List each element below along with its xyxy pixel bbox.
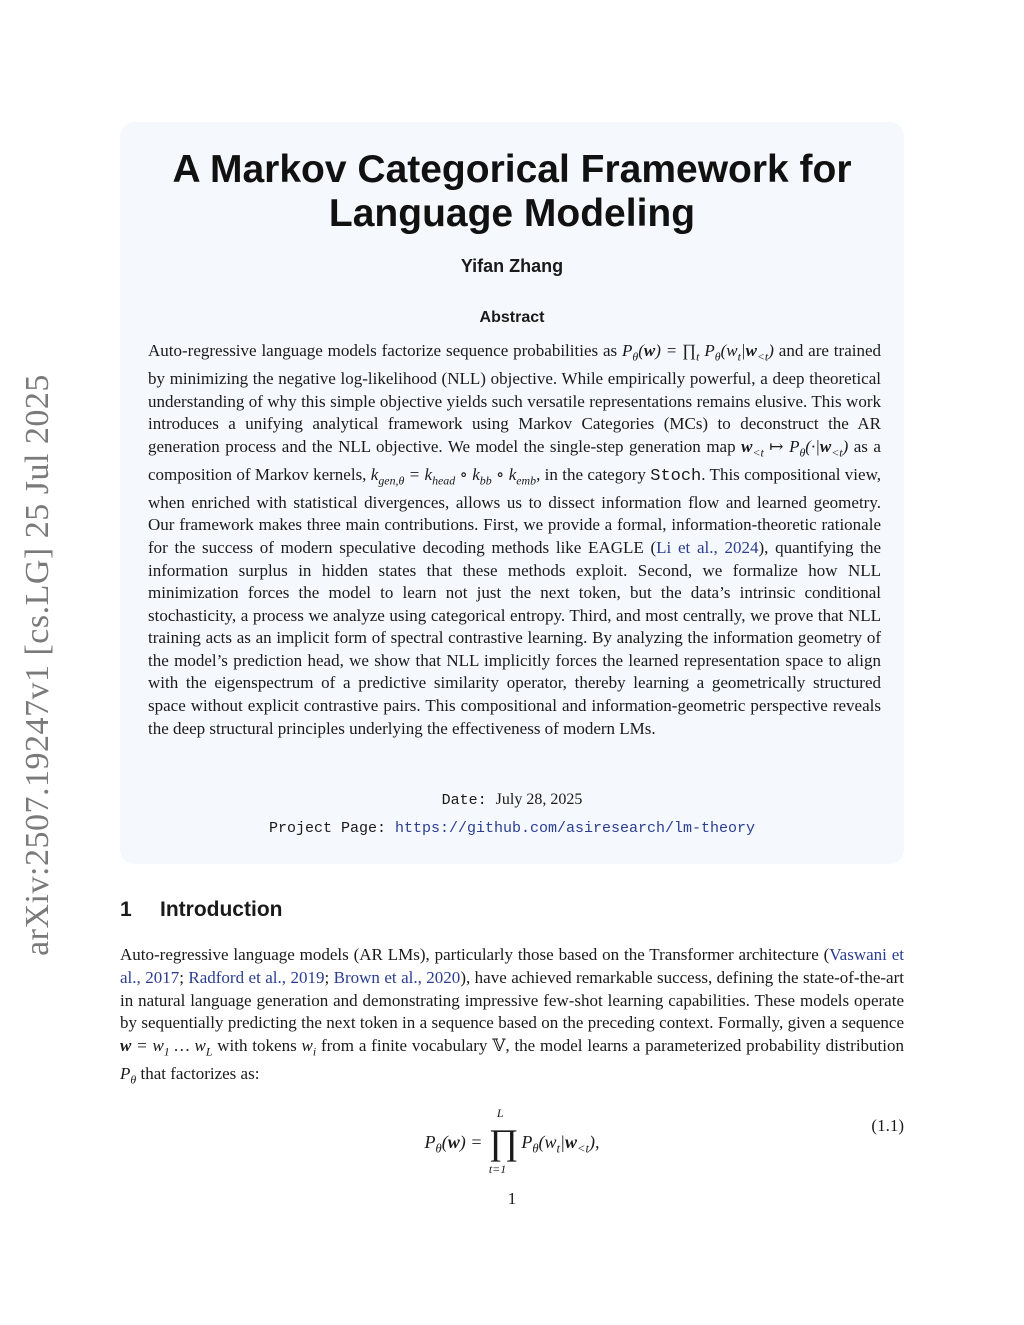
date-value: July 28, 2025 <box>495 791 583 808</box>
section-number: 1 <box>120 898 132 921</box>
project-page-line <box>120 820 904 837</box>
abstract-text: Auto-regressive language models factorize sequence probabilities as $P_\theta(w)$ = $\prod_t$ $P_\theta(w_t|w_{<t})$ and are trained by minimizing the negative log-likelihood (NLL) objective. While empirically powerful, a deep theoretical understanding of why this simple objective yields such versatile representations remains elusive. This work introduces a unifying analytical framework using Markov Categories (MCs) to deconstruct the AR generation process and the NLL objective. We model the single-step generation map $w_{<t}$ ↦ $P_\theta(\cdot|w_{<t})$ as a composition of Markov kernels, $k_{gen,\theta} = k_{head}$ ∘ $k_{bb}$ ∘ $k_{emb}$, in the category Stoch. This compositional view, when enriched with statistical divergences, allows us to dissect information flow and learned geometry. Our framework makes three main contributions. First, we provide a formal, information-theoretic rationale for the success of modern speculative decoding methods like EAGLE (Li et al., 2024), quantifying the information surplus in hidden states that these methods exploit. Second, we formalize how NLL minimization forces the model to learn not just the next token, but the data’s intrinsic conditional stochasticity, a process we analyze using categorical entropy. Third, and most centrally, we prove that NLL training acts as an implicit form of spectral contrastive learning. By analyzing the information geometry of the model’s prediction head, we show that NLL implicitly forces the learned representation space to align with the eigenspectrum of a predictive similarity operator, thereby learning a geometrically structured space without explicit contrastive pairs. This compositional and information-geometric perspective reveals the deep structural principles underlying the effectiveness of modern LMs. <box>148 341 882 738</box>
citation-link[interactable]: Radford et al., 2019 <box>188 967 325 987</box>
author-name: Yifan Zhang <box>460 256 564 276</box>
citation-link[interactable]: Li et al., 2024 <box>656 537 759 557</box>
project-page-label: Project Page: <box>268 820 386 837</box>
citation-link[interactable]: Vaswani et al., 2017 <box>120 945 904 987</box>
page-number: 1 <box>507 1189 517 1208</box>
date-line <box>120 791 904 809</box>
citation-link[interactable]: Brown et al., 2020 <box>333 967 461 987</box>
section-title: Introduction <box>160 898 283 921</box>
paper-title: A Markov Categorical Framework for Language Modeling <box>172 148 852 235</box>
arxiv-identifier-text: arXiv:2507.19247v1 [cs.LG] 25 Jul 2025 <box>19 374 56 956</box>
abstract-heading: Abstract <box>479 309 545 326</box>
project-page-link[interactable]: https://github.com/asiresearch/lm-theory <box>394 820 756 837</box>
introduction-paragraph: Auto-regressive language models (AR LMs), particularly those based on the Transformer architecture (Vaswani et al., 2017; Radford et al., 2019; Brown et al., 2020), have achieved remarkable success, defining the state-of-the-art in natural language generation and demonstrating impressive few-shot learning capabilities. These models operate by sequentially predicting the next token in a sequence based on the preceding context. Formally, given a sequence $w = w_1$ … $w_L$ with tokens $w_i$ from a finite vocabulary 𝕍, the model learns a parameterized probability distribution $P_\theta$ that factorizes as: <box>120 945 904 1087</box>
section-heading-introduction <box>120 898 282 922</box>
arxiv-identifier <box>8 374 68 956</box>
equation-number: (1.1) <box>871 1116 904 1135</box>
date-label: Date: <box>441 792 487 809</box>
equation-1-1 <box>120 1094 904 1176</box>
equation-formula: $P_\theta(w)$ = L ∏ t=1 $P_\theta(w_t|w_{<t})$, <box>424 1106 600 1176</box>
